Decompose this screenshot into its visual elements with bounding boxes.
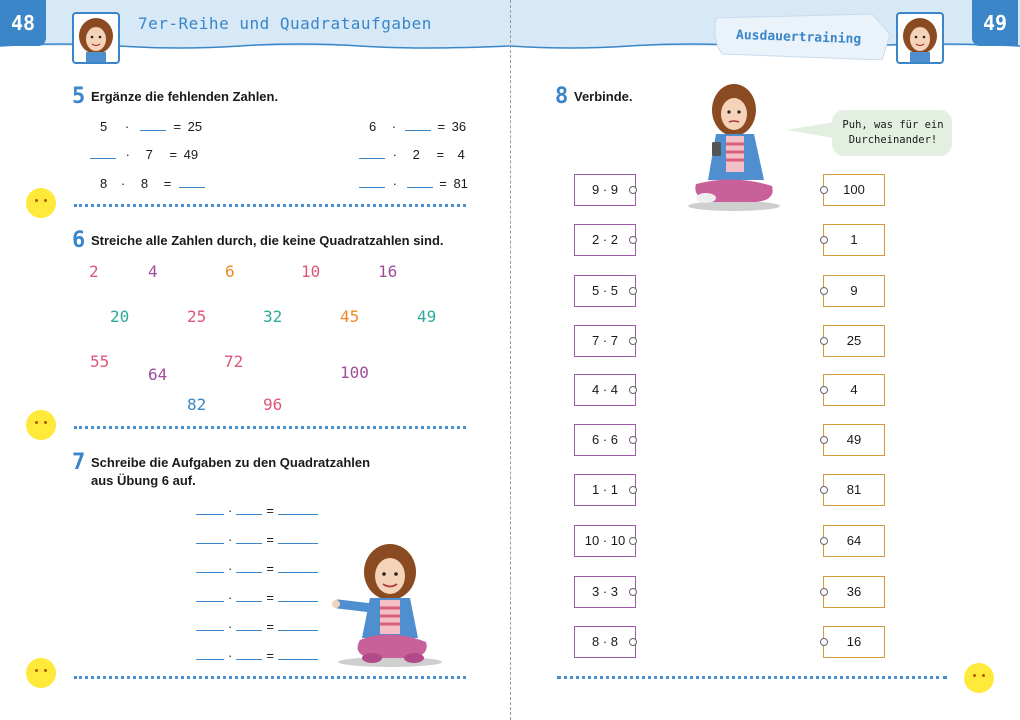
ex5-equation [359,147,465,162]
answer-blank[interactable] [236,561,262,573]
match-right-box[interactable]: 4 [823,374,885,406]
answer-blank[interactable] [196,503,224,515]
eq-equals: = [266,532,274,547]
section-divider [557,676,947,679]
match-right-box[interactable]: 25 [823,325,885,357]
match-left-box[interactable]: 10 · 10 [574,525,636,557]
match-right-box[interactable]: 9 [823,275,885,307]
match-right-box[interactable]: 1 [823,224,885,256]
connector-dot[interactable] [629,186,637,194]
answer-blank[interactable] [196,532,224,544]
eq-operator: · [228,590,233,605]
answer-blank[interactable] [407,176,433,188]
eq-value: 81 [453,176,468,191]
eq-operator: · [228,503,233,518]
ex7-answer-row [196,619,318,634]
smiley-icon [26,658,56,688]
number-item[interactable]: 72 [224,352,244,371]
number-item[interactable]: 6 [225,262,235,281]
connector-dot[interactable] [820,337,828,345]
exercise-5-instruction: Ergänze die fehlenden Zahlen. [91,89,279,104]
connector-dot[interactable] [629,436,637,444]
number-item[interactable]: 64 [148,365,168,384]
eq-equals: = [436,147,445,162]
number-item[interactable]: 96 [263,395,283,414]
match-right-box[interactable]: 100 [823,174,885,206]
eq-equals: = [169,147,178,162]
connector-dot[interactable] [629,386,637,394]
bubble-line: Durcheinander! [848,134,938,146]
answer-blank[interactable] [196,619,224,631]
smiley-icon [26,410,56,440]
match-left-box[interactable]: 8 · 8 [574,626,636,658]
ex7-answer-row [196,503,318,518]
number-item[interactable]: 20 [110,307,130,326]
answer-blank[interactable] [359,176,385,188]
eq-operator: · [228,532,233,547]
ex5-equation [100,176,205,191]
match-left-box[interactable]: 3 · 3 [574,576,636,608]
answer-blank[interactable] [236,590,262,602]
exercise-6-number: 6 [72,228,86,253]
ex7-answer-row [196,561,318,576]
answer-blank[interactable] [236,503,262,515]
page-spine [510,0,511,720]
connector-dot[interactable] [629,287,637,295]
eq-operator: · [124,119,130,134]
connector-dot[interactable] [820,537,828,545]
answer-blank[interactable] [90,147,116,159]
answer-blank[interactable] [236,648,262,660]
eq-equals: = [266,619,274,634]
eq-operator: · [392,176,397,191]
number-item[interactable]: 82 [187,395,207,414]
eq-operator: · [125,147,130,162]
eq-equals: = [266,590,274,605]
exercise-8-number: 8 [555,84,569,109]
answer-blank[interactable] [236,532,262,544]
match-right-box[interactable]: 49 [823,424,885,456]
instruction-line: Schreibe die Aufgaben zu den Quadratzahlen [91,455,371,470]
ex5-equation [100,119,202,134]
eq-value: 36 [451,119,467,134]
eq-value: 6 [369,119,377,134]
eq-value: 8 [100,176,108,191]
eq-operator: · [391,119,397,134]
girl-figure-icon [684,80,784,212]
eq-operator: · [120,176,126,191]
ex5-equation [359,176,468,191]
answer-blank[interactable] [278,590,318,602]
match-left-box[interactable]: 9 · 9 [574,174,636,206]
match-right-box[interactable]: 81 [823,474,885,506]
answer-blank[interactable] [278,503,318,515]
girl-figure-icon [330,538,450,668]
connector-dot[interactable] [629,236,637,244]
girl-avatar-icon [72,12,120,64]
page-number-right: 49 [972,0,1018,46]
connector-dot[interactable] [629,638,637,646]
number-item[interactable]: 10 [301,262,321,281]
number-item[interactable]: 32 [263,307,283,326]
exercise-6-instruction: Streiche alle Zahlen durch, die keine Quadratzahlen sind. [91,233,444,248]
match-left-box[interactable]: 2 · 2 [574,224,636,256]
eq-value: 8 [140,176,149,191]
smiley-icon [964,663,994,693]
eq-equals: = [437,119,446,134]
connector-dot[interactable] [629,537,637,545]
number-item[interactable]: 2 [89,262,99,281]
answer-blank[interactable] [278,561,318,573]
eq-operator: · [228,648,233,663]
chapter-title: 7er-Reihe und Quadrataufgaben [138,14,432,33]
number-item[interactable]: 25 [187,307,207,326]
connector-dot[interactable] [629,588,637,596]
speech-bubble-tail [786,122,834,138]
connector-dot[interactable] [820,588,828,596]
ex7-answer-row [196,532,318,547]
eq-equals: = [439,176,447,191]
eq-equals: = [266,648,274,663]
eq-value: 25 [187,119,203,134]
answer-blank[interactable] [278,619,318,631]
match-left-box[interactable]: 5 · 5 [574,275,636,307]
match-left-box[interactable]: 6 · 6 [574,424,636,456]
page-number-left: 48 [0,0,46,46]
section-divider [74,204,466,207]
answer-blank[interactable] [278,648,318,660]
instruction-line: aus Übung 6 auf. [91,473,196,488]
answer-blank[interactable] [359,147,385,159]
answer-blank[interactable] [179,176,205,188]
ex5-equation [90,147,198,162]
section-divider [74,426,466,429]
eq-value: 4 [457,147,465,162]
match-right-box[interactable]: 16 [823,626,885,658]
number-item[interactable]: 45 [340,307,360,326]
connector-dot[interactable] [820,436,828,444]
girl-avatar-icon [896,12,944,64]
exercise-8-instruction: Verbinde. [574,89,633,104]
number-item[interactable]: 16 [378,262,398,281]
number-item[interactable]: 55 [90,352,110,371]
connector-dot[interactable] [820,638,828,646]
number-item[interactable]: 49 [417,307,437,326]
eq-operator: · [228,561,233,576]
connector-dot[interactable] [820,287,828,295]
eq-equals: = [163,176,172,191]
tab-label: Ausdauertraining [735,27,862,48]
exercise-5-number: 5 [72,84,86,109]
match-left-box[interactable]: 7 · 7 [574,325,636,357]
eq-equals: = [173,119,182,134]
eq-value: 2 [412,147,420,162]
match-right-box[interactable]: 36 [823,576,885,608]
match-left-box[interactable]: 4 · 4 [574,374,636,406]
section-divider [74,676,466,679]
eq-operator: · [228,619,233,634]
connector-dot[interactable] [629,337,637,345]
connector-dot[interactable] [629,486,637,494]
ex7-answer-row [196,590,318,605]
connector-dot[interactable] [820,486,828,494]
answer-blank[interactable] [196,648,224,660]
answer-blank[interactable] [405,119,431,131]
speech-bubble-text [840,118,946,148]
number-item[interactable]: 100 [340,363,369,382]
answer-blank[interactable] [278,532,318,544]
smiley-icon [26,188,56,218]
answer-blank[interactable] [196,561,224,573]
eq-operator: · [392,147,397,162]
answer-blank[interactable] [196,590,224,602]
ex7-answer-row [196,648,318,663]
number-item[interactable]: 4 [148,262,158,281]
eq-value: 49 [183,147,199,162]
eq-equals: = [266,503,274,518]
eq-equals: = [266,561,274,576]
connector-dot[interactable] [820,236,828,244]
ex5-equation [369,119,466,134]
match-left-box[interactable]: 1 · 1 [574,474,636,506]
eq-value: 7 [145,147,153,162]
exercise-7-instruction [91,454,370,490]
exercise-7-number: 7 [72,450,86,475]
match-right-box[interactable]: 64 [823,525,885,557]
answer-blank[interactable] [140,119,166,131]
connector-dot[interactable] [820,386,828,394]
bubble-line: Puh, was für ein [842,119,944,131]
answer-blank[interactable] [236,619,262,631]
eq-value: 5 [100,119,108,134]
connector-dot[interactable] [820,186,828,194]
